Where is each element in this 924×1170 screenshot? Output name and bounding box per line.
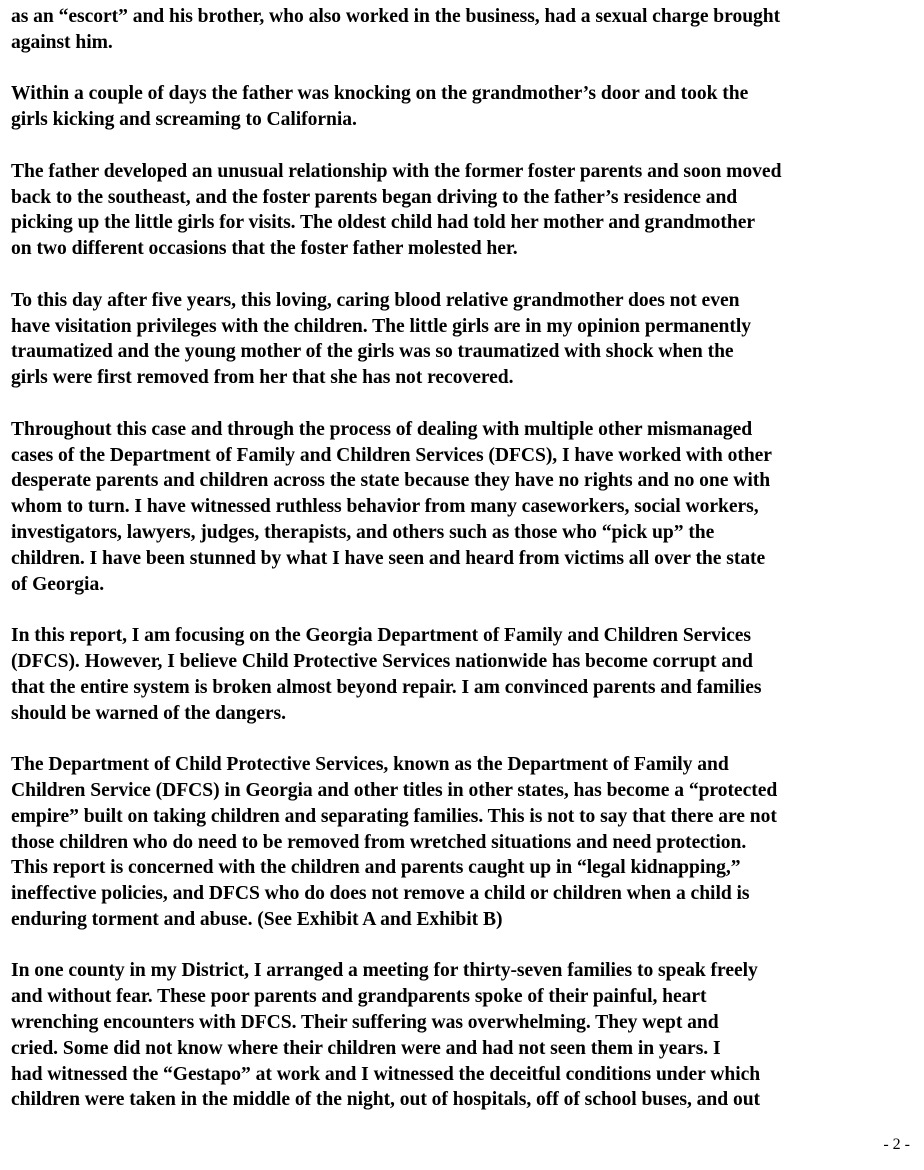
paragraph bbox=[11, 159, 911, 262]
paragraph bbox=[11, 958, 911, 1113]
text-line: The Department of Child Protective Services, known as the Department of Family and bbox=[11, 754, 729, 776]
paragraph bbox=[11, 752, 911, 933]
text-line: whom to turn. I have witnessed ruthless behavior from many caseworkers, social workers, bbox=[11, 496, 759, 518]
text-line: that the entire system is broken almost beyond repair. I am convinced parents and families bbox=[11, 676, 762, 698]
text-line: against him. bbox=[11, 31, 113, 53]
text-line: have visitation privileges with the children. The little girls are in my opinion permanently bbox=[11, 315, 751, 337]
text-line: In this report, I am focusing on the Georgia Department of Family and Children Services bbox=[11, 625, 752, 647]
text-line: Throughout this case and through the process of dealing with multiple other mismanaged bbox=[11, 418, 753, 440]
text-line: The father developed an unusual relationship with the former foster parents and soon moved bbox=[11, 160, 782, 182]
text-line: This report is concerned with the children and parents caught up in “legal kidnapping,” bbox=[11, 857, 741, 879]
text-line: wrenching encounters with DFCS. Their suffering was overwhelming. They wept and bbox=[11, 1012, 719, 1034]
text-line: Within a couple of days the father was knocking on the grandmother’s door and took the bbox=[11, 83, 749, 105]
text-line: In one county in my District, I arranged a meeting for thirty-seven families to speak freely bbox=[11, 960, 758, 982]
text-line: picking up the little girls for visits. The oldest child had told her mother and grandmother bbox=[11, 212, 756, 234]
text-line: children. I have been stunned by what I have seen and heard from victims all over the state bbox=[11, 547, 766, 569]
text-line: desperate parents and children across the state because they have no rights and no one with bbox=[11, 470, 771, 492]
text-line: back to the southeast, and the foster parents began driving to the father’s residence and bbox=[11, 186, 738, 208]
text-line: on two different occasions that the foster father molested her. bbox=[11, 238, 518, 260]
paragraph bbox=[11, 288, 911, 391]
page-number: - 2 - bbox=[883, 1136, 910, 1153]
text-line: cases of the Department of Family and Children Services (DFCS), I have worked with other bbox=[11, 444, 772, 466]
document-page bbox=[11, 4, 911, 1139]
text-line: investigators, lawyers, judges, therapists, and others such as those who “pick up” the bbox=[11, 521, 715, 543]
paragraph bbox=[11, 623, 911, 726]
text-line: traumatized and the young mother of the girls was so traumatized with shock when the bbox=[11, 341, 734, 363]
text-line: Children Service (DFCS) in Georgia and other titles in other states, has become a “protected bbox=[11, 779, 778, 801]
text-line: cried. Some did not know where their children were and had not seen them in years. I bbox=[11, 1037, 721, 1059]
text-line: To this day after five years, this loving, caring blood relative grandmother does not even bbox=[11, 289, 740, 311]
text-line: those children who do need to be removed from wretched situations and need protection. bbox=[11, 831, 747, 853]
text-line: empire” built on taking children and separating families. This is not to say that there are not bbox=[11, 805, 777, 827]
paragraph bbox=[11, 81, 911, 133]
text-line: had witnessed the “Gestapo” at work and I witnessed the deceitful conditions under which bbox=[11, 1063, 761, 1085]
text-line: enduring torment and abuse. (See Exhibit A and Exhibit B) bbox=[11, 908, 503, 930]
text-line: children were taken in the middle of the night, out of hospitals, off of school buses, and out bbox=[11, 1089, 761, 1111]
text-line: girls kicking and screaming to California. bbox=[11, 109, 357, 131]
text-line: of Georgia. bbox=[11, 573, 105, 595]
text-line: as an “escort” and his brother, who also worked in the business, had a sexual charge brought bbox=[11, 6, 781, 27]
text-line: should be warned of the dangers. bbox=[11, 702, 286, 724]
text-line: ineffective policies, and DFCS who do does not remove a child or children when a child is bbox=[11, 883, 750, 905]
paragraph bbox=[11, 417, 911, 598]
text-line: and without fear. These poor parents and grandparents spoke of their painful, heart bbox=[11, 986, 707, 1008]
text-line: girls were first removed from her that she has not recovered. bbox=[11, 367, 514, 389]
text-line: (DFCS). However, I believe Child Protective Services nationwide has become corrupt and bbox=[11, 650, 753, 672]
paragraph bbox=[11, 4, 911, 56]
